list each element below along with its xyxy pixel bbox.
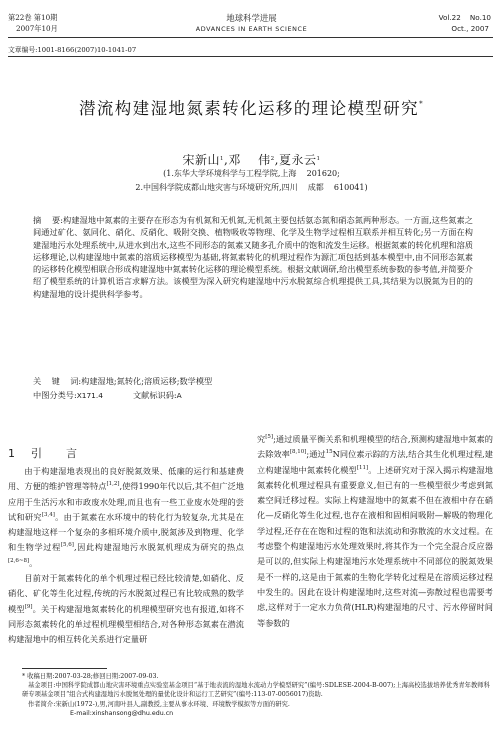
affiliation-2: 2.中国科学院成都山地灾害与环境研究所,四川 成都 610041) (135, 183, 368, 192)
header-vol-no: Vol.22 No.10 (438, 13, 491, 22)
section-title: 引 言 (31, 447, 79, 460)
section-number: 1 (8, 447, 17, 460)
title-footnote-mark: * (419, 100, 424, 108)
footnote-received: * 收稿日期:2007-03-28;修回日期:2007-09-03. (22, 673, 159, 680)
footnote-email: E-mail:xinshansong@dhu.edu.cn (70, 709, 174, 717)
article-id-rule (8, 56, 493, 57)
header-journal-en: ADVANCES IN EARTH SCIENCE (195, 25, 308, 33)
classification: 中图分类号:X171.4 文献标识码:A (33, 390, 182, 400)
keywords-text: 构建湿地;氮转化;溶质运移;数学模型 (81, 376, 213, 386)
header-date-cn: 2007年10月 (16, 24, 58, 33)
footnote-author: 作者简介:宋新山(1972-),男,河南叶县人,副教授,主要从事水环境、环境数学模拟等方面的研究. (28, 700, 290, 708)
abstract-text: 构建湿地中氮素的主要存在形态为有机氮和无机氮,无机氮主要包括氨态氮和硝态氮两种形态。一方面,这些氮素之间通过矿化、氨同化、硝化、反硝化、吸附交换、植物吸收等物理、化学及生物学过程相互联系并相互转化;另一方面在构建湿地污水处理系统中,从进水到出水,这些不同形态的氮素又随多孔介质中的饱和流发生运移。根据氮素的转化机理和溶质运移理论,以构建湿地中氮素的溶质运移模型为基础,将氮素转化的机理过程作为源汇项包括到基本模型中,由不同形态氮素的运移转化模型相联合形成构建湿地中氮素转化运移的理论模型系统。根据文献调研,给出模型系统参数的参考值,并简要介绍了模型系统的计算机语言求解方法。该模型为深入研究构建湿地中污水脱氮综合机理提供工具,其结果为以脱氮为目的的构建湿地的设计提供科学参考。 (33, 215, 473, 299)
section-heading (8, 445, 79, 461)
author-1: 宋新山 (182, 153, 221, 167)
author-line: 宋新山$^1$,邓 伟$^2$,夏永云$^1$ (182, 153, 321, 167)
author-3: ,夏永云 (274, 153, 317, 167)
clc-number: X171.4 (76, 391, 103, 400)
header-rule (8, 37, 493, 38)
doc-code: A (176, 391, 182, 400)
left-column (8, 464, 244, 648)
footnote-rule (22, 668, 107, 669)
header-journal-cn: 地球科学进展 (226, 13, 277, 23)
keywords-label: 关 键 词: (33, 376, 82, 386)
right-paragraph-1: 究[5];通过质量平衡关系和机理模型的结合,预测构建湿地中氮素的去除效率[8,10];通过$^{15}$N同位素示踪的方法,结合其生化机理过程,建立构建湿地中氮素转化模型[11]。上述研究对于深入揭示构建湿地氮素转化机理过程具有重要意义,但已有的一些模型很少考虑到氮素空间迁移过程。实际上构建湿地中的氮素不但在液相中存在硝化—反硝化等生化过程,也存在液相和固相间吸附—解吸的物理化学过程,还存在在饱和过程的饱和法流动和弥散流的水文过程。在考虑整个构建湿地污水处理效果时,将其作为一个完全混合反应器是可以的,但实际上构建湿地污水处理系统中不同部位的脱氮效果是不一样的,这是由于氮素的生物化学转化过程是在溶质运移过程中发生的。因此在设计构建湿地时,这些对流—弥散过程也需要考虑,这样对于一定水力负荷(HLR)构建湿地的尺寸、污水停留时间等参数的 (257, 434, 493, 628)
page-title: 潜流构建湿地氮素转化运移的理论模型研究* (78, 99, 424, 118)
article-id: 文章编号:1001-8166(2007)10-1041-07 (8, 46, 137, 54)
keywords (33, 375, 473, 387)
author-2: ,邓 伟 (224, 153, 271, 167)
left-paragraph-1: 由于构建湿地表现出的良好脱氮效果、低廉的运行和基建费用、方便的维护管理等特点[1,2],使得1990年代以后,其不但广泛地应用于生活污水和市政废水处理,而且也有一些工业废水处理的尝试和研究[3,4]。由于氮素在水环境中的转化行为较复杂,尤其是在构建湿地这样一个复杂的多相环境介质中,脱氮涉及到物理、化学和生物学过程[5,6],因此构建湿地污水脱氮机理成为研究的热点[2,6~8]。 (8, 466, 244, 568)
left-paragraph-2: 目前对于氮素转化的单个机理过程已经比较清楚,如硝化、反硝化、矿化等生化过程,传统的污水脱氮过程已有比较成熟的数学模型[9]。关于构建湿地氮素转化的机理模型研究也有报道,如将不同形态氮素转化的单过程机理模型相结合,对各种形态氮素在潜流构建湿地中的相互转化关系进行定量研 (8, 573, 244, 645)
abstract (33, 214, 473, 300)
abstract-label: 摘 要: (33, 215, 63, 225)
footnotes (22, 672, 492, 718)
affiliation-1: (1.东华大学环境科学与工程学院,上海 201620; (163, 169, 340, 178)
footnote-funding: 基金项目:中国科学院成都山地灾害环境重点实验室基金项目“基于地表流的湿地水流动力学模型研究”(编号:SDLESE-2004-B-007);上海高校选拔培养优秀青年教师科研专项基金项目“组合式构建湿地污水脱氮处理的量优化设计和运行工艺研究”(编号:113-07-0056017)资助. (22, 682, 490, 699)
right-column (257, 432, 493, 631)
header-date-en: Oct., 2007 (451, 24, 489, 33)
header-volume-issue: 第22卷 第10期 (8, 13, 58, 22)
